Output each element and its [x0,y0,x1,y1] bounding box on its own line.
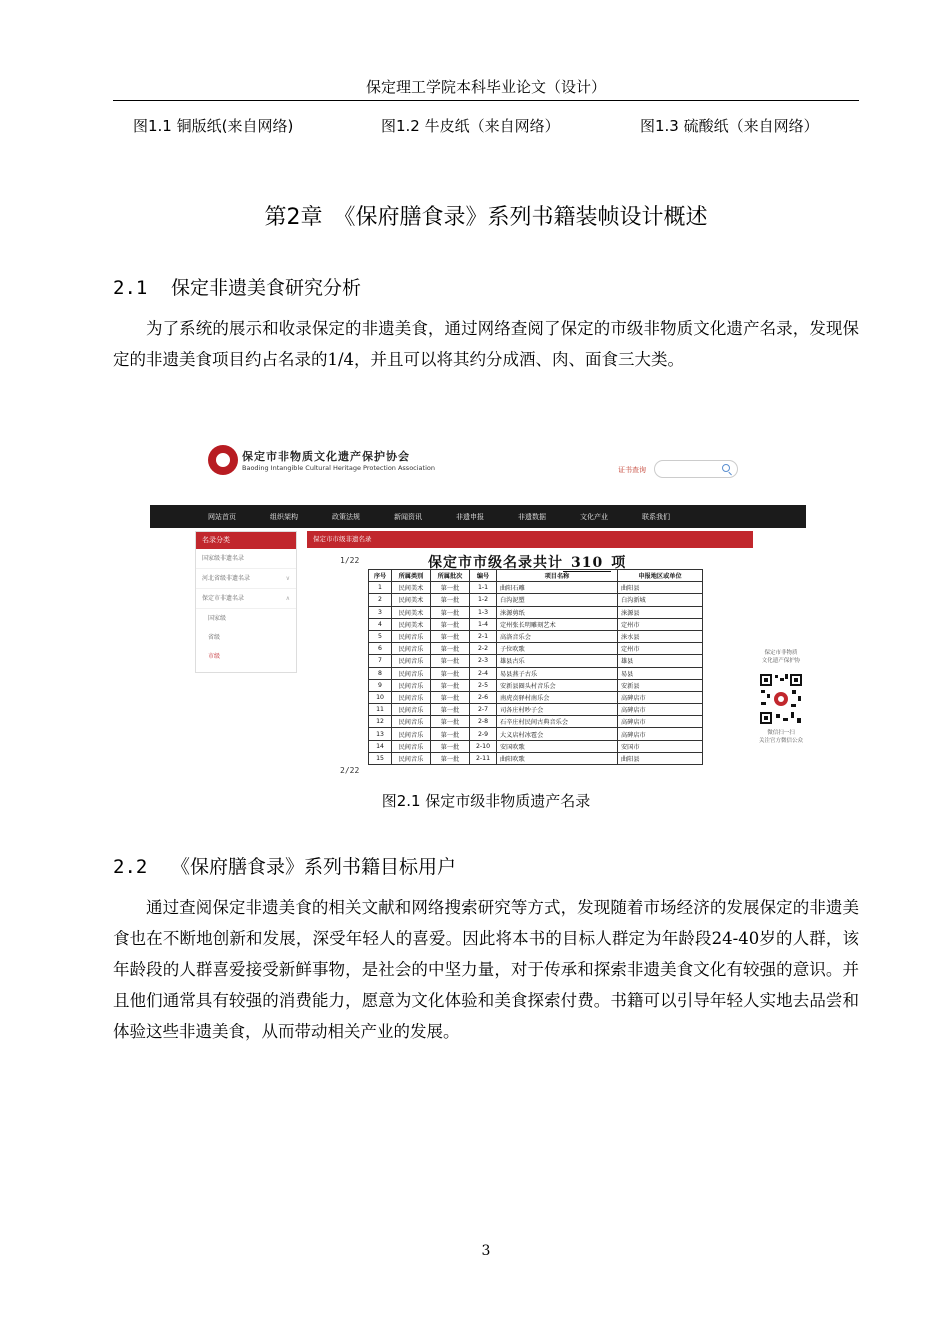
table-cell: 高碑店市 [618,716,703,728]
table-row [369,716,703,728]
caption-fig-1-3: 图1.3 硫酸纸（来自网络） [640,117,819,135]
table-cell: 民间音乐 [392,716,431,728]
figure-2-1-caption: 图2.1 保定市级非物质遗产名录 [381,792,591,810]
table-row [369,691,703,703]
table-cell: 民间美术 [392,582,431,594]
table-row [369,728,703,740]
table-cell: 民间音乐 [392,630,431,642]
table-row [369,594,703,606]
paragraph: 通过查阅保定非遗美食的相关文献和网络搜索研究等方式，发现随着市场经济的发展保定的非遗美食也在不断地创新和发展，深受年轻人的喜爱。因此将本书的目标人群定为年龄段24-40岁的人群，该年龄段的人群喜爱接受新鲜事物，是社会的中坚力量，对于传承和探索非遗美食文化有较强的意识。并且他们通常具有较强的消费能力，愿意为文化体验和美食探索付费。书籍可以引导年轻人实地去品尝和体验这些非遗美食，从而带动相关产业的发展。 [113,898,859,1041]
table-cell: 10 [369,691,392,703]
table-cell: 曲阳县 [618,752,703,764]
table-cell: 民间音乐 [392,740,431,752]
table-cell: 1 [369,582,392,594]
table-cell: 石辛庄村民间古典音乐会 [497,716,618,728]
table-cell: 第一批 [431,704,470,716]
sidebar-title: 名录分类 [196,532,296,549]
table-cell: 易县燕子古乐 [497,667,618,679]
table-cell: 民间音乐 [392,667,431,679]
caption-fig-1-1: 图1.1 铜版纸(来自网络) [133,117,294,135]
table-cell: 民间音乐 [392,704,431,716]
table-cell: 安国吹歌 [497,740,618,752]
table-cell: 第一批 [431,740,470,752]
paragraph: 为了系统的展示和收录保定的非遗美食，通过网络查阅了保定的市级非物质文化遗产名录，发现保定的非遗美食项目约占名录的1/4，并且可以将其约分成酒、肉、面食三大类。 [113,319,859,369]
table-header-row [369,570,703,582]
table-cell: 民间美术 [392,606,431,618]
table-cell: 3 [369,606,392,618]
table-cell: 大义店村冰雹会 [497,728,618,740]
logo-text-en: Baoding Intangible Cultural Heritage Protection Association [242,464,435,472]
header-rule [113,100,859,101]
table-cell: 南虎贲驿村南乐会 [497,691,618,703]
figure-2-1 [150,436,810,778]
table-cell: 民间音乐 [392,691,431,703]
table-cell: 第一批 [431,643,470,655]
table-row [369,704,703,716]
section-number: 2.2 [113,856,148,878]
running-header: 保定理工学院本科毕业论文（设计） [365,78,606,96]
table-cell: 高碑店市 [618,704,703,716]
table-cell: 曲阳吹歌 [497,752,618,764]
table-row [369,618,703,630]
table-cell: 定州张长明雕刻艺术 [497,618,618,630]
chapter-title: 第2章 《保府膳食录》系列书籍装帧设计概述 [264,205,708,230]
table-cell: 安新县圈头村音乐会 [497,679,618,691]
section-title: 《保府膳食录》系列书籍目标用户 [171,856,457,878]
sidebar-sub-city[interactable]: 市级 [208,653,221,660]
table-cell: 雄县古乐 [497,655,618,667]
table-row [369,740,703,752]
table-cell: 涞源县 [618,606,703,618]
table-cell: 12 [369,716,392,728]
table-cell: 定州市 [618,643,703,655]
table-row [369,582,703,594]
table-cell: 高洛音乐会 [497,630,618,642]
table-cell: 第一批 [431,728,470,740]
col-project: 项目名称 [497,570,618,582]
site-search-input[interactable] [654,460,738,478]
nav-home[interactable]: 网站首页 [208,513,236,521]
site-navbar [150,505,806,528]
table-cell: 雄县 [618,655,703,667]
table-cell: 白沟泥塑 [497,594,618,606]
table-row [369,630,703,642]
section-number: 2.1 [113,277,148,299]
table-cell: 第一批 [431,594,470,606]
table-cell: 2-5 [470,679,497,691]
col-category: 所属类别 [392,570,431,582]
table-cell: 第一批 [431,582,470,594]
col-region: 申报地区或单位 [618,570,703,582]
register-table [368,569,703,765]
table-cell: 民间音乐 [392,655,431,667]
table-cell: 13 [369,728,392,740]
table-cell: 14 [369,740,392,752]
table-cell: 第一批 [431,667,470,679]
logo-text-cn: 保定市非物质文化遗产保护协会 [242,450,410,463]
table-cell: 涞源剪纸 [497,606,618,618]
sidebar-item-hebei[interactable]: 河北省级非遗名录 ∨ [196,569,296,589]
table-row [369,655,703,667]
table-cell: 安新县 [618,679,703,691]
table-cell: 第一批 [431,752,470,764]
table-cell: 民间音乐 [392,643,431,655]
table-cell: 2-11 [470,752,497,764]
table-cell: 2-10 [470,740,497,752]
page-mark-bottom: 2/22 [340,766,360,775]
search-icon[interactable] [722,464,730,472]
association-logo-icon [208,445,238,475]
qr-code-icon [758,672,804,726]
table-cell: 曲阳石雕 [497,582,618,594]
qr-caption-bottom: 微信扫一扫 关注官方微信公众 [758,730,803,744]
table-cell: 易县 [618,667,703,679]
table-cell: 第一批 [431,655,470,667]
table-cell: 第一批 [431,691,470,703]
sidebar-sub-national[interactable]: 国家级 [208,615,227,622]
table-cell: 2-6 [470,691,497,703]
table-cell: 8 [369,667,392,679]
table-cell: 民间音乐 [392,752,431,764]
table-cell: 第一批 [431,716,470,728]
register-count: 310 [563,555,611,572]
certificate-query-link[interactable]: 证书查询 [618,466,646,474]
table-cell: 2 [369,594,392,606]
page-mark-top: 1/22 [340,556,360,565]
col-index: 序号 [369,570,392,582]
nav-apply[interactable]: 非遗申报 [456,513,484,521]
table-cell: 安国市 [618,740,703,752]
sidebar-item-national[interactable]: 国家级非遗名录 [196,549,296,569]
table-cell: 9 [369,679,392,691]
table-row [369,643,703,655]
nav-data[interactable]: 非遗数据 [518,513,546,521]
caption-fig-1-2: 图1.2 牛皮纸（来自网络） [381,117,560,135]
table-cell: 2-2 [470,643,497,655]
table-cell: 1-2 [470,594,497,606]
table-row [369,679,703,691]
table-cell: 民间音乐 [392,679,431,691]
table-cell: 白沟新城 [618,594,703,606]
col-batch: 所属批次 [431,570,470,582]
table-cell: 高碑店市 [618,691,703,703]
table-cell: 11 [369,704,392,716]
nav-culture-industry[interactable]: 文化产业 [580,513,608,521]
register-title: 保定市市级名录共计 310 项 [428,555,627,571]
table-cell: 涞水县 [618,630,703,642]
table-cell: 15 [369,752,392,764]
content-title-bar: 保定市市级非遗名录 [307,531,753,548]
table-cell: 民间美术 [392,594,431,606]
chevron-down-icon: ∨ [285,575,290,582]
table-cell: 2-1 [470,630,497,642]
category-sidebar [195,531,297,673]
table-cell: 7 [369,655,392,667]
table-cell: 2-3 [470,655,497,667]
table-cell: 定州市 [618,618,703,630]
section-2-2-heading [113,852,456,879]
sidebar-item-baoding[interactable]: 保定市非遗名录 ∧ [196,589,296,609]
table-cell: 2-9 [470,728,497,740]
qr-caption-top: 保定市非物质 文化遗产保护协 [761,650,801,664]
nav-news[interactable]: 新闻资讯 [394,513,422,521]
table-cell: 1-1 [470,582,497,594]
table-cell: 第一批 [431,679,470,691]
table-cell: 民间音乐 [392,728,431,740]
table-cell: 5 [369,630,392,642]
section-2-1-body [113,313,859,375]
page-number: 3 [481,1243,491,1259]
table-cell: 2-8 [470,716,497,728]
table-cell: 民间美术 [392,618,431,630]
table-row [369,752,703,764]
section-title: 保定非遗美食研究分析 [171,277,362,299]
table-row [369,606,703,618]
table-cell: 1-3 [470,606,497,618]
nav-policy[interactable]: 政策法规 [332,513,360,521]
table-cell: 司各庄村吵子会 [497,704,618,716]
table-cell: 子位吹歌 [497,643,618,655]
table-cell: 曲阳县 [618,582,703,594]
table-cell: 第一批 [431,606,470,618]
col-code: 编号 [470,570,497,582]
section-2-1-heading [113,273,361,300]
table-cell: 2-7 [470,704,497,716]
nav-organization[interactable]: 组织架构 [270,513,298,521]
section-2-2-body [113,892,859,1047]
table-cell: 4 [369,618,392,630]
table-row [369,667,703,679]
table-cell: 第一批 [431,618,470,630]
table-cell: 高碑店市 [618,728,703,740]
table-cell: 2-4 [470,667,497,679]
chevron-up-icon: ∧ [285,595,290,602]
table-cell: 第一批 [431,630,470,642]
table-cell: 1-4 [470,618,497,630]
table-cell: 6 [369,643,392,655]
nav-contact[interactable]: 联系我们 [642,513,670,521]
sidebar-sub-provincial[interactable]: 省级 [208,634,221,641]
